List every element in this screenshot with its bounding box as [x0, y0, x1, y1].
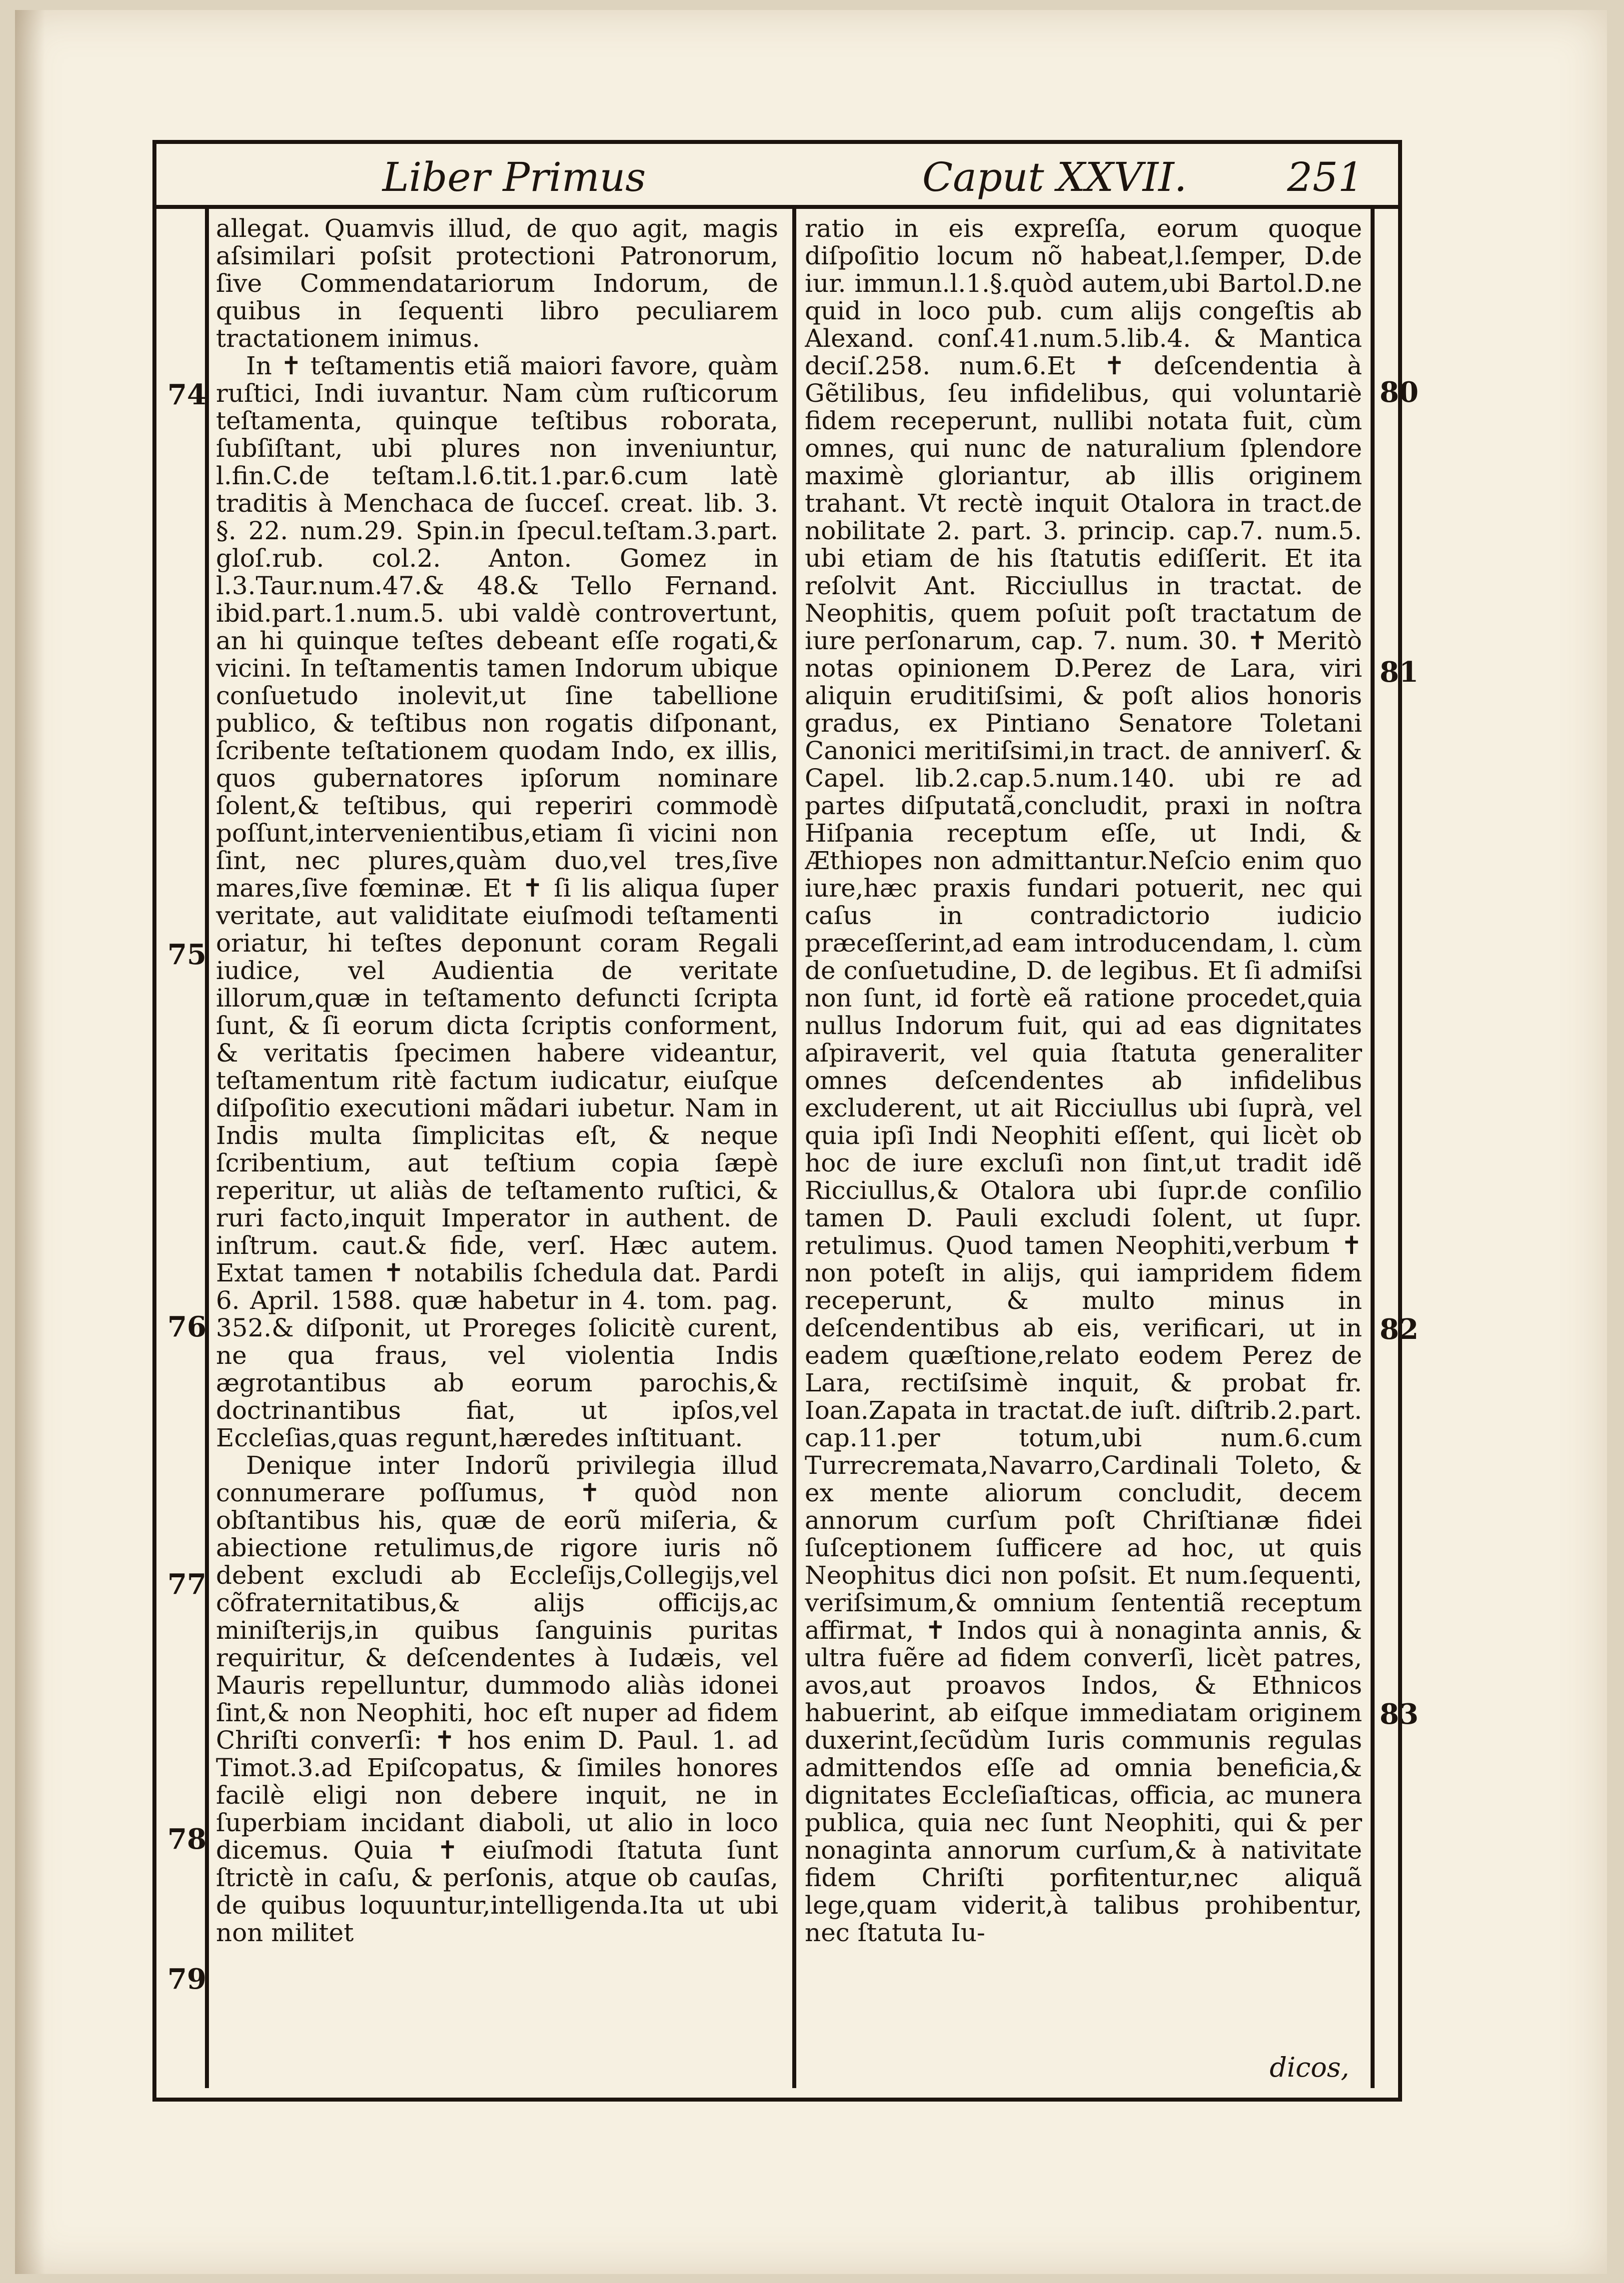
catchword: dicos,	[1270, 2052, 1350, 2083]
page-number: 251	[1287, 154, 1364, 200]
margin-number: 76	[167, 1310, 206, 1343]
paragraph: Denique inter Indorũ privilegia illud connumerare poſſumus, ✝ quòd non obſtantibus his, quæ de eorũ miſeria, & abiectione retulimus,de rigore iuris nõ debent excludi ab Eccleſijs,Collegijs,vel cõfraternitatibus,& alijs officijs,ac miniſterijs,in quibus ſanguinis puritas requiritur, & deſcendentes à Iudæis, vel Mauris repelluntur, dummodo aliàs idonei ſint,& non Neophiti, hoc eſt nuper ad fidem Chriſti converſi: ✝ hos enim D. Paul. 1. ad Timot.3.ad Epiſcopatus, & ſimiles honores facilè eligi non debere inquit, ne in ſuperbiam incidant diaboli, ut alio in loco dicemus. Quia ✝ eiuſmodi ſtatuta ſunt ſtrictè in caſu, & perſonis, atque ob cauſas, de quibus loquuntur,intelligenda.Ita ut ubi non militet	[216, 1451, 778, 1947]
page-gutter-shadow	[15, 10, 45, 2274]
margin-number: 78	[167, 1823, 206, 1856]
left-margin-rule	[205, 209, 209, 2088]
paragraph: ratio in eis expreſſa, eorum quoque diſpoſitio locum nõ habeat,l.ſemper, D.de iur. immun.l.1.§.quòd autem,ubi Bartol.D.ne quid in loco pub. cum alijs congeſtis ab Alexand. conſ.41.num.5.lib.4. & Mantica deciſ.258. num.6.Et ✝ deſcendentia à Gẽtilibus, ſeu infidelibus, qui voluntariè fidem receperunt, nullibi notata fuit, cùm omnes, qui nunc de naturalium ſplendore maximè gloriantur, ab illis originem trahant. Vt rectè inquit Otalora in tract.de nobilitate 2. part. 3. princip. cap.7. num.5. ubi etiam de his ſtatutis ediſſerit. Et ita reſolvit Ant. Ricciullus in tractat. de Neophitis, quem poſuit poſt tractatum de iure perſonarum, cap. 7. num. 30. ✝ Meritò notas opinionem D.Perez de Lara, viri aliquin eruditiſsimi, & poſt alios honoris gradus, ex Pintiano Senatore Toletani Canonici meritiſsimi,in tract. de anniverſ. & Capel. lib.2.cap.5.num.140. ubi re ad partes diſputatã,concludit, praxi in noſtra Hiſpania receptum eſſe, ut Indi, & Æthiopes non admittantur.Neſcio enim quo iure,hæc praxis fundari potuerit, nec qui caſus in contradictorio iudicio præceſſerint,ad eam introducendam, l. cùm de conſuetudine, D. de legibus. Et ſi admiſsi non ſunt, id fortè eã ratione procedet,quia nullus Indorum fuit, qui ad eas dignitates aſpiraverit, vel quia ſtatuta generaliter omnes deſcendentes ab infidelibus excluderent, ut ait Ricciullus ubi ſuprà, vel quia ipſi Indi Neophiti eſſent, qui licèt ob hoc de iure excluſi non ſint,ut tradit idẽ Ricciullus,& Otalora ubi ſupr.de conſilio tamen D. Pauli excludi ſolent, ut ſupr. retulimus. Quod tamen Neophiti,verbum ✝ non poteſt in alijs, qui iampridem fidem receperunt, & multo minus in deſcendentibus ab eis, verificari, ut in eadem quæſtione,relato eodem Perez de Lara, rectiſsimè inquit, & probat fr. Ioan.Zapata in tractat.de iuſt. diſtrib.2.part. cap.11.per totum,ubi num.6.cum Turrecremata,Navarro,Cardinali Toleto, & ex mente aliorum concludit, decem annorum curſum poſt Chriſtianæ fidei ſuſceptionem ſufficere ad hoc, ut quis Neophitus dici non poſsit. Et num.ſequenti, veriſsimum,& omnium ſententiã receptum affirmat, ✝ Indos qui à nonaginta annis, & ultra fuẽre ad fidem converſi, licèt patres, avos,aut proavos Indos, & Ethnicos habuerint, ab eiſque immediatam originem duxerint,ſecũdùm Iuris communis regulas admittendos eſſe ad omnia beneficia,& dignitates Eccleſiaſticas, officia, ac munera publica, quia nec ſunt Neophiti, qui & per nonaginta annorum curſum,& à nativitate fidem Chriſti porfitentur,nec aliquã lege,quam viderit,à talibus prohibentur, nec ſtatuta Iu-	[805, 215, 1362, 1947]
left-text-column	[216, 215, 778, 2084]
margin-number: 82	[1380, 1313, 1419, 1346]
header-book-title: Liber Primus	[382, 154, 646, 200]
right-margin-rule	[1371, 209, 1375, 2088]
margin-number: 80	[1380, 376, 1419, 409]
margin-number: 79	[167, 1963, 206, 1996]
margin-number: 81	[1380, 656, 1419, 689]
margin-number: 75	[167, 938, 206, 971]
header-chapter-title: Caput XXVII.	[922, 154, 1187, 200]
paragraph: In ✝ teſtamentis etiã maiori favore, quàm ruſtici, Indi iuvantur. Nam cùm ruſticorum teſtamenta, quinque teſtibus roborata, ſubſiſtant, ubi plures non inveniuntur, l.fin.C.de teſtam.l.6.tit.1.par.6.cum latè traditis à Menchaca de ſucceſ. creat. lib. 3. §. 22. num.29. Spin.in ſpecul.teſtam.3.part. gloſ.rub. col.2. Anton. Gomez in l.3.Taur.num.47.& 48.& Tello Fernand. ibid.part.1.num.5. ubi valdè controvertunt, an hi quinque teſtes debeant eſſe rogati,& vicini. In teſtamentis tamen Indorum ubique conſuetudo inolevit,ut ſine tabellione publico, & teſtibus non rogatis diſponant, ſcribente teſtationem quodam Indo, ex illis, quos gubernatores ipſorum nominare ſolent,& teſtibus, qui reperiri commodè poſſunt,intervenientibus,etiam ſi vicini non ſint, nec plures,quàm duo,vel tres,ſive mares,ſive fœminæ. Et ✝ ſi lis aliqua ſuper veritate, aut validitate eiuſmodi teſtamenti oriatur, hi teſtes deponunt coram Regali iudice, vel Audientia de veritate illorum,quæ in teſtamento defuncti ſcripta ſunt, & ſi eorum dicta ſcriptis conforment, & veritatis ſpecimen habere videantur, teſtamentum ritè factum iudicatur, eiuſque diſpoſitio executioni mãdari iubetur. Nam in Indis multa ſimplicitas eſt, & neque ſcribentium, aut teſtium copia ſæpè reperitur, ut aliàs de teſtamento ruſtici, & ruri facto,inquit Imperator in authent. de inſtrum. caut.& fide, verſ. Hæc autem. Extat tamen ✝ notabilis ſchedula dat. Pardi 6. April. 1588. quæ habetur in 4. tom. pag. 352.& diſponit, ut Proreges ſolicitè curent, ne qua fraus, vel violentia Indis ægrotantibus ab eorum parochis,& doctrinantibus fiat, ut ipſos,vel Eccleſias,quas regunt,hæredes inſtituant.	[216, 351, 778, 1452]
margin-number: 77	[167, 1568, 206, 1601]
header-rule	[152, 205, 1402, 209]
column-divider	[792, 209, 796, 2088]
running-header	[152, 147, 1402, 207]
paragraph: allegat. Quamvis illud, de quo agit, magis aſsimilari poſsit protectioni Patronorum, ſive Commendatariorum Indorum, de quibus in ſequenti libro peculiarem tractationem inimus.	[216, 215, 778, 353]
margin-number: 83	[1380, 1698, 1419, 1731]
margin-number: 74	[167, 378, 206, 411]
right-text-column	[805, 215, 1362, 2084]
